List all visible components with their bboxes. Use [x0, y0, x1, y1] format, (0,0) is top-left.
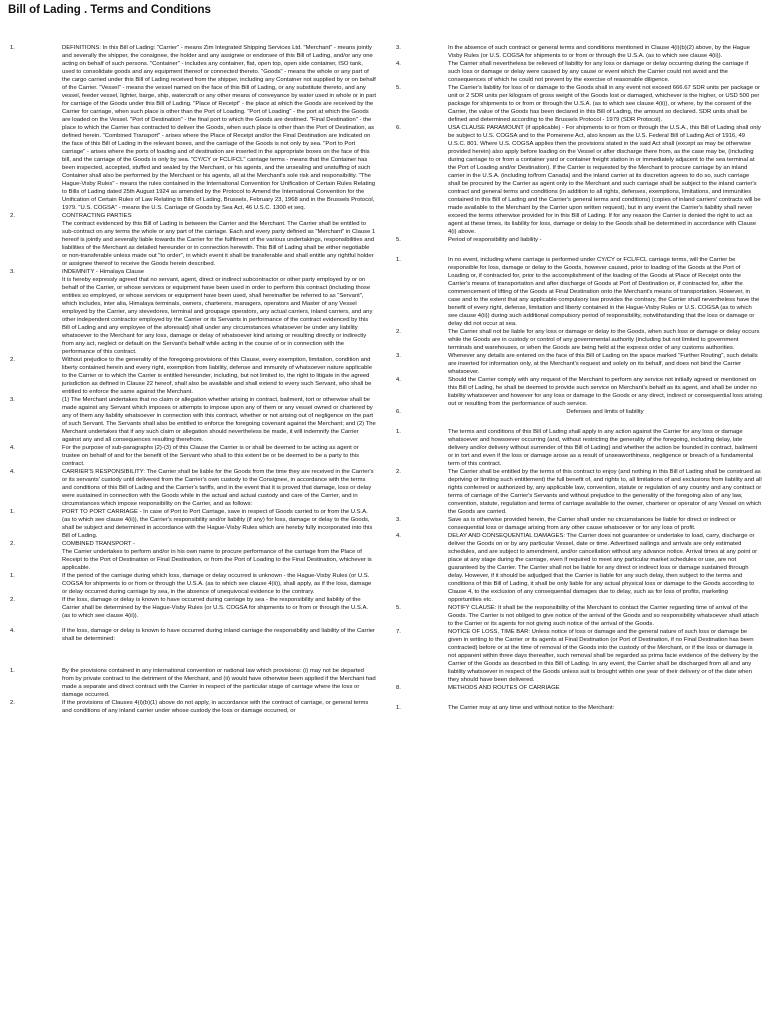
clause-text: METHODS AND ROUTES OF CARRIAGE [448, 685, 560, 691]
clause-number: 2. [10, 597, 15, 603]
clause-paragraph [396, 84, 762, 124]
clause-text: NOTIFY CLAUSE: It shall be the responsibility of the Merchant to contact the Carrier regarding time of arrival of the Goods. The Carrier is not obliged to give notice of the arrival of the Goods and so responsibility whatsoever shall attach to the Carrier or its agents for not giving such notice of the arrival of the Goods. [448, 605, 759, 627]
clause-paragraph [10, 540, 376, 548]
clause-paragraph [10, 44, 376, 212]
clause-text: Whenever any details are entered on the face of this Bill of Lading on the space marked "Further Routing", such details are inserted for information only, at the Merchant's request and solely on its behalf, and does not bind the Carrier whatsoever. [448, 353, 758, 375]
clause-number: 2. [10, 541, 15, 547]
clause-paragraph [10, 667, 376, 699]
clause-text: USA CLAUSE PARAMOUNT (if applicable) - For shipments to or from or through the U.S.A., this Bill of Lading shall only be subject to U.S. COGSA and to the Pomerene Act, also known as the U.S. Federal Bill of Lading Act of 1916, 49 U.S.C. 801. Where U.S. COGSA applies then the provisions stated in the said Act shall (except as may be otherwise provided herein) also apply before loading on the Vessel or after discharge there from, as the case may be, (including during carriage to or from a container yard or container freight station in or immediately adjacent to the sea terminal at the Port of Loading and/or Destination). If the Carrier is requested by the Merchant to procure carriage by an inland carrier in the U.S.A. (including to/from Canada) and the inland carrier at its discretion agrees to do so, such carriage shall be procured by the Carrier as agent only to the Merchant and such carriage shall be subject to the inland carrier's contract and general terms and conditions (in addition to all rights, defenses, exemptions, limitations, and immunities contained in this Bill of Lading and the Carrier's general terms and conditions) (copies of inland carriers' contracts will be made available to the Merchant by the Carrier upon written request), but in any event the Carrier's liability shall never exceed the terms otherwise provided for in this Bill of Lading. If for any reason the Carrier is denied the right to act as agent at these times, its liability for loss, damage or delay to the Goods shall be determined in accordance with Clause 4(i) above. [448, 125, 761, 235]
clause-paragraph [10, 508, 376, 540]
clause-text: CARRIER'S RESPONSIBILITY: The Carrier shall be liable for the Goods from the time they are received in the Carrier's or its servants' custody until delivered from the Carrier's own custody to the Consignee, in accordance with the terms and conditions of this Bill of Lading and the Carrier's tariffs, and in the event that it is proved that damage, loss or delay were sustained in connection with the Goods while in the actual and actual custody and care of the Carrier, and in circumstances which impose responsibility on the Carrier, and as follows: [62, 469, 374, 507]
clause-text: Defenses and limits of liability [566, 409, 644, 415]
right-column [396, 44, 762, 712]
clause-number: 5. [396, 237, 401, 243]
clause-paragraph [396, 604, 762, 628]
clause-number: 1. [10, 45, 15, 51]
clause-paragraph [10, 396, 376, 444]
clause-text: The terms and conditions of this Bill of Lading shall apply in any action against the Carrier for any loss or damage whatsoever and howsoever occurring (and, without restricting the generality of the foregoing, including delay, late delivery and/or delivery without surrender of this Bill of Lading) and whether the action be founded in contract, bailment or in tort and even if the loss or damage arose as a result of unseaworthiness, negligence or breach of a fundamental term of this contract. [448, 429, 758, 467]
clause-text: DEFINITIONS: In this Bill of Lading: "Carrier" - means Zim Integrated Shipping Services Ltd. "Merchant" - means jointly and severally the shipper, the consignee, the holder and any assignee or endorsee of this Bill of Lading, and/or any one acting on behalf of such persons. "Container" - includes any container, flat, open top, open side container, ISO tank, used to consolidate goods and any equipment thereof or connected thereto. "Goods" - means the whole or any part of the cargo carried under this Bill of Lading received from the shipper, including any Container not supplied by or on behalf of the Carrier. "Vessel" - means the vessel named on the face of this Bill of Lading, or any substitute thereto, and any vessel, feeder vessel, lighter, barge, ship, watercraft or any other means of conveyance by water used in whole or in part for carriage of the Goods under this Bill of Lading. "Place of Receipt" - the place at which the Goods are received by the Carrier for carriage, when such place is other than the Port of Loading. "Port of Loading" - the port at which the Goods are loaded on the Vessel. "Port of Destination" - the final port to which the Goods are destined. "Final Destination" - the place to which the Carrier has contracted to deliver the Goods, when such place is other than the Port of Destination, as defined herein. "Combined Transport" - arises where the Place of Receipt and/or the Final Destination are indicated on the face of this Bill of Lading in the relevant boxes, and the carriage of the Goods is not only by sea. "Port to Port carriage" - arises where the ports of loading and of destination are inserted in the appropriate boxes on the face of this bill, and the carriage of the Goods is only by sea. "CY/CY or FCL/FCL" carriage terms - means that the Container has been inspected, accepted, stuffed and sealed by the Merchant, or his agents, and the unsealing and unstuffing of such Container shall also be performed by the Merchant or his agents, all at the Merchant's sole risk and responsibility. "The Hague-Visby Rules" - means the rules contained in the International Convention for Unification of Certain Rules Relating to Bills of Lading dated 25th August 1924 as amended by the Protocol to Amend the International Convention for the Unification of Certain Rules of Law Relating to Bills of Lading, Brussels, February 23, 1968 and in the Brussels Protocol, 1979. "U.S. COGSA" - means the U.S. Carriage of Goods by Sea Act, 46 U.S.C. 1300 et seq. [62, 45, 377, 211]
clause-number: 5. [396, 85, 401, 91]
clause-paragraph [396, 468, 762, 516]
clause-number: 1. [396, 705, 401, 711]
clause-number: 4. [10, 445, 15, 451]
clause-paragraph [396, 328, 762, 352]
clause-paragraph [10, 444, 376, 468]
clause-number: 1. [10, 573, 15, 579]
clause-number: 4. [396, 61, 401, 67]
clause-text: PORT TO PORT CARRIAGE - In case of Port to Port Carriage, save in respect of Goods carried to or from the U.S.A. (as to which see clause 4(ii)), the Carrier's responsibility and/or liability (if any) for loss, damage or delay to the Goods, shall be subject and determined in accordance with the Hague-Visby Rules which are hereby fully incorporated into this Bill of Lading. [62, 509, 373, 539]
clause-paragraph [396, 124, 762, 236]
clause-text: By the provisions contained in any international convention or national law which provisions: (i) may not be departed from by private contract to the detriment of the Merchant, and (ii) would have otherwise been applied if the Merchant had made a separate and direct contract with the Carrier in respect of the particular stage of carriage where the loss or damage occurred. [62, 668, 376, 698]
clause-text: The Carrier shall not be liable for any loss or damage or delay to the Goods, when such loss or damage or delay occurs while the Goods are in custody or control of any governmental authority (including but not limited to government terminals and warehouses, or when the Goods are being held at the express order of any customs authorities. [448, 329, 760, 351]
clause-number: 1. [10, 668, 15, 674]
clause-number: 4. [396, 533, 401, 539]
clause-text: CONTRACTING PARTIES [62, 213, 132, 219]
clause-text: In the absence of such contract or general terms and conditions mentioned in Clause 4(i)(b)(2) above, by the Hague Visby Rules (or U.S. COGSA for shipments to or from or through the U.S.A. (as to which see clause 4(ii)). [448, 45, 750, 59]
clause-text: Should the Carrier comply with any request of the Merchant to perform any service not initially agreed or mentioned on this Bill of Lading, he shall be deemed to provide such service on Merchant's behalf as its agent, and shall be under no liability whatsoever and however for any loss or damage to the Goods or any direct, indirect or consequential loss arising out or resulting from the performance of such service. [448, 377, 763, 407]
clause-paragraph [396, 44, 762, 60]
clause-number: 2. [396, 469, 401, 475]
clause-text: If the loss, damage or delay is known to have occurred during carriage by sea - the responsibility and liability of the Carrier shall be determined by the Hague-Visby Rules (or U.S. COGSA for shipments to or from or through the U.S.A. (as to which see clause 4(ii)). [62, 597, 369, 619]
page-title: Bill of Lading . Terms and Conditions [8, 4, 211, 16]
clause-paragraph [396, 532, 762, 604]
clause-text: If the provisions of Clauses 4(i)(b)(1) above do not apply, in accordance with the contract of carriage, or general terms and conditions of any inland carrier under whose custody the loss or damage occurred, or [62, 700, 369, 714]
clause-number: 6. [396, 125, 401, 131]
clause-number: 3. [10, 397, 15, 403]
clause-text: DELAY AND CONSEQUENTIAL DAMAGES: The Carrier does not guarantee or undertake to load, carry, discharge or deliver the Goods on or by any particular Vessel, date or time. Advertised sailings and arrivals are only estimated schedules, and are subject to amendment, and/or cancellation without any advance notice. Arrival times at any point or place at any stage during the carriage, even if required to meet any particular market schedules or use, are not guaranteed by the Carrier. The Carrier shall not be liable for any direct or indirect loss or damage sustained through delay. However, if it should be adjudged that the Carrier is liable for any such delay, then subject to the terms and conditions of this Bill of Lading, it shall be only liable for any actual physical loss or damage to the Goods according to Clause 4, to the exclusion of any consequential damages due to delay, such as for loss of profits, marketing opportunities etc. [448, 533, 758, 603]
clause-number: 4. [10, 628, 15, 634]
clause-paragraph [396, 628, 762, 684]
clause-paragraph [396, 684, 762, 692]
clause-text: In no event, including where carriage is performed under CY/CY or FCL/FCL carriage terms, will the Carrier be responsible for loss, damage or delay to the Goods, however caused, prior to loading of the Goods at the Port of Loading or, if contracted for, prior to the accomplishment of the loading of the Goods at Place of Receipt onto the Carrier's means of transportation and after discharge of Goods at Port of Destination or, if contracted for, after the commencement of lifting of the Goods at Final Destination onto the Merchant's means of transportation. However, in case and to the extent that any applicable compulsory law provides the contrary, the Carrier shall nevertheless have the benefit of every right, defense, limitation and liberty contained in the Hague-Visby Rules or U.S. COGSA (as to which see clause 4(ii)) during such additional compulsory period of responsibility, notwithstanding that the loss or damage or delay did not occur at sea. [448, 257, 760, 327]
clause-text: The Carrier's liability for loss of or damage to the Goods shall in any event not exceed 666.67 SDR units per package or unit or 2 SDR units per kilogram of gross weight of the Goods lost or damaged, whichever is the higher, or USD 500 per package for shipments to or from or through the U.S.A. (as to which see clause 4(ii)), or where, by the consent of the Carrier, the value of the Goods has been declared in this Bill of Lading, the amount so declared. SDR units shall be defined and determined according to the Brussels Protocol - 1979 (SDR Protocol). [448, 85, 760, 123]
clause-paragraph [10, 356, 376, 396]
clause-text: For the purpose of sub-paragraphs (2)-(3) of this Clause the Carrier is or shall be deemed to be acting as agent or trustee on behalf of and for the benefit of the Servant who shall to this extent be or be deemed to be a party to this contract. [62, 445, 360, 467]
clause-text: (1) The Merchant undertakes that no claim or allegation whether arising in contract, bailment, tort or otherwise shall be made against any Servant which imposes or attempts to impose upon any of them or any vessel owned or chartered by any of them any liability whatsoever in connection with this contract, whether or not arising out of negligence on the part of such Servant. The Servants shall also be entitled to enforce the foregoing covenant against the Merchant; and (2) The Merchant undertakes that if any such claim or allegation should nevertheless be made, it will indemnify the Carrier against any and all consequences resulting therefrom. [62, 397, 376, 443]
clause-text: NOTICE OF LOSS, TIME BAR: Unless notice of loss or damage and the general nature of such loss or damage be given in writing to the Carrier or its agents at Final Destination (or Port of Destination, if no Final Destination has been contracted) before or at the time of removal of the Goods into the custody of the Merchant, or if the loss or damage is not apparent within three days thereafter, such removal shall be regarded as prima facie evidence of the delivery by the Carrier of the Goods as described in this Bill of Lading. In any event, the Carrier shall be discharged from all and any liability whatsoever in respect of the Goods unless suit is brought within one year of their delivery or of the date when they should have been delivered. [448, 629, 759, 683]
clause-paragraph [396, 352, 762, 376]
clause-text: The Carrier may at any time and without notice to the Merchant: [448, 705, 615, 711]
clause-text: INDEMNITY - Himalaya Clause [62, 269, 145, 275]
clause-paragraph [10, 699, 376, 715]
clause-number: 6. [396, 409, 401, 415]
clause-paragraph [10, 596, 376, 620]
clause-paragraph [10, 627, 376, 643]
clause-text: Period of responsibility and liability - [448, 237, 542, 243]
clause-paragraph [10, 468, 376, 508]
clause-number: 1. [10, 509, 15, 515]
clause-number: 2. [10, 213, 15, 219]
clause-paragraph [396, 408, 762, 416]
clause-number: 3. [10, 269, 15, 275]
clause-paragraph [10, 548, 376, 572]
clause-text: If the period of the carriage during which loss, damage or delay occurred is unknown - the Hague-Visby Rules (or U.S. COGSA for shipments to or from or through the U.S.A. (as to which see clause 4(ii)), shall apply, as if the loss, damage or delay occurred during carriage by sea, in the absence of unequivocal evidence to the contrary. [62, 573, 372, 595]
clause-text: The Carrier shall nevertheless be relieved of liability for any loss or damage or delay occurring during the carriage if such loss or damage or delay were caused by any cause or event which the Carrier could not avoid and the consequences of which he could not prevent by the exercise of reasonable diligence. [448, 61, 749, 83]
clause-text: The Carrier undertakes to perform and/or in his own name to procure performance of the carriage from the Place of Receipt to the Port of Destination or Final Destination, or from the Port of Loading to the Final Destination, whichever is applicable. [62, 549, 372, 571]
clause-number: 1. [396, 429, 401, 435]
clause-text: It is hereby expressly agreed that no servant, agent, direct or indirect subcontractor or other party employed by or on behalf of the Carrier, or whose services or equipment have been used in order to perform this contract (including those entities so employed, or whose services or equipment have been used, shall hereinafter be referred to as "Servant", which includes, inter alia, Himalaya terminals, owners, charterers, managers, operators and Master of any Vessel employed by the Carrier, any stevedores, terminal and groupage operators, any actual carriers, inland carriers, and any other independent contractor employed by the Carrier or its Servants in performance of the contract evidenced by this Bill of Lading and any employee of the aforesaid) shall under any circumstances whatsoever be under any liability whatsoever to the Merchant for any loss, damage or delay of whatsoever kind arising or resulting directly or indirectly from any act, neglect or default on the Servant's behalf while acting in the course of or in connection with the performance of this contract. [62, 277, 373, 355]
clause-paragraph [10, 212, 376, 220]
clause-paragraph [396, 376, 762, 408]
clause-number: 7. [396, 629, 401, 635]
clause-text: Save as is otherwise provided herein, the Carrier shall under no circumstances be liable for direct or indirect or consequential loss or damage arising from any other cause whatsoever or for any loss of profit. [448, 517, 736, 531]
clause-number: 1. [396, 257, 401, 263]
clause-text: COMBINED TRANSPORT - [62, 541, 135, 547]
clause-number: 3. [396, 517, 401, 523]
clause-paragraph [396, 256, 762, 328]
clause-number: 3. [396, 353, 401, 359]
clause-number: 2. [396, 329, 401, 335]
clause-text: The contract evidenced by this Bill of Lading is between the Carrier and the Merchant. The Carrier shall be entitled to sub-contract on any terms the whole or any part of the carriage. Each and every party defined as "Merchant" in Clause 1 hereof is jointly and severally liable towards the Carrier for the fulfilment of the various undertakings, responsibilities and liabilities of the Merchant as detailed hereunder or in connection herewith. This Bill of Lading shall be either negotiable or non-transferable unless made out "to order", in which event it shall be transferable and shall entitle any rightful holder or assignee thereof to receive the Goods herein described. [62, 221, 376, 267]
clause-paragraph [396, 236, 762, 244]
left-column [10, 44, 376, 715]
clause-paragraph [396, 516, 762, 532]
clause-text: The Carrier shall be entitled by the terms of this contract to enjoy (and nothing in this Bill of Lading shall be construed as depriving or limiting such entitlement) the full benefit of, and rights to, all limitations of and exclusions from liability and all rights conferred or authorized by, any applicable law, convention, statute or regulation of any country and any contract or terms of carriage of the Carrier's Servants and without prejudice to the generality of the foregoing also of any law, convention, statute, regulation and terms of carriage available to the owner, charterer or operator of any Vessel on which the Goods are carried. [448, 469, 762, 515]
clause-number: 8. [396, 685, 401, 691]
clause-paragraph [396, 60, 762, 84]
clause-paragraph [10, 220, 376, 268]
clause-paragraph [10, 268, 376, 276]
clause-number: 5. [396, 605, 401, 611]
clause-paragraph [396, 704, 762, 712]
clause-number: 4. [396, 377, 401, 383]
clause-text: If the loss, damage or delay is known to have occurred during inland carriage the responsibility and liability of the Carrier shall be determined: [62, 628, 376, 642]
clause-text: Without prejudice to the generality of the foregoing provisions of this Clause, every exemption, limitation, condition and liberty contained herein and every right, exemption from liability, defense and immunity of whatsoever nature applicable to the Carrier or to which the Carrier is entitled hereunder, including, but not limited to, the right to litigate in the agreed jurisdiction as defined in Clause 22 hereof, shall also be available and shall extend to every such Servant, who shall be entitled to enforce the same against the Merchant. [62, 357, 372, 395]
clause-number: 2. [10, 700, 15, 706]
clause-paragraph [10, 276, 376, 356]
clause-number: 4. [10, 469, 15, 475]
clause-paragraph [10, 572, 376, 596]
clause-number: 2. [10, 357, 15, 363]
clause-paragraph [396, 428, 762, 468]
clause-number: 3. [396, 45, 401, 51]
